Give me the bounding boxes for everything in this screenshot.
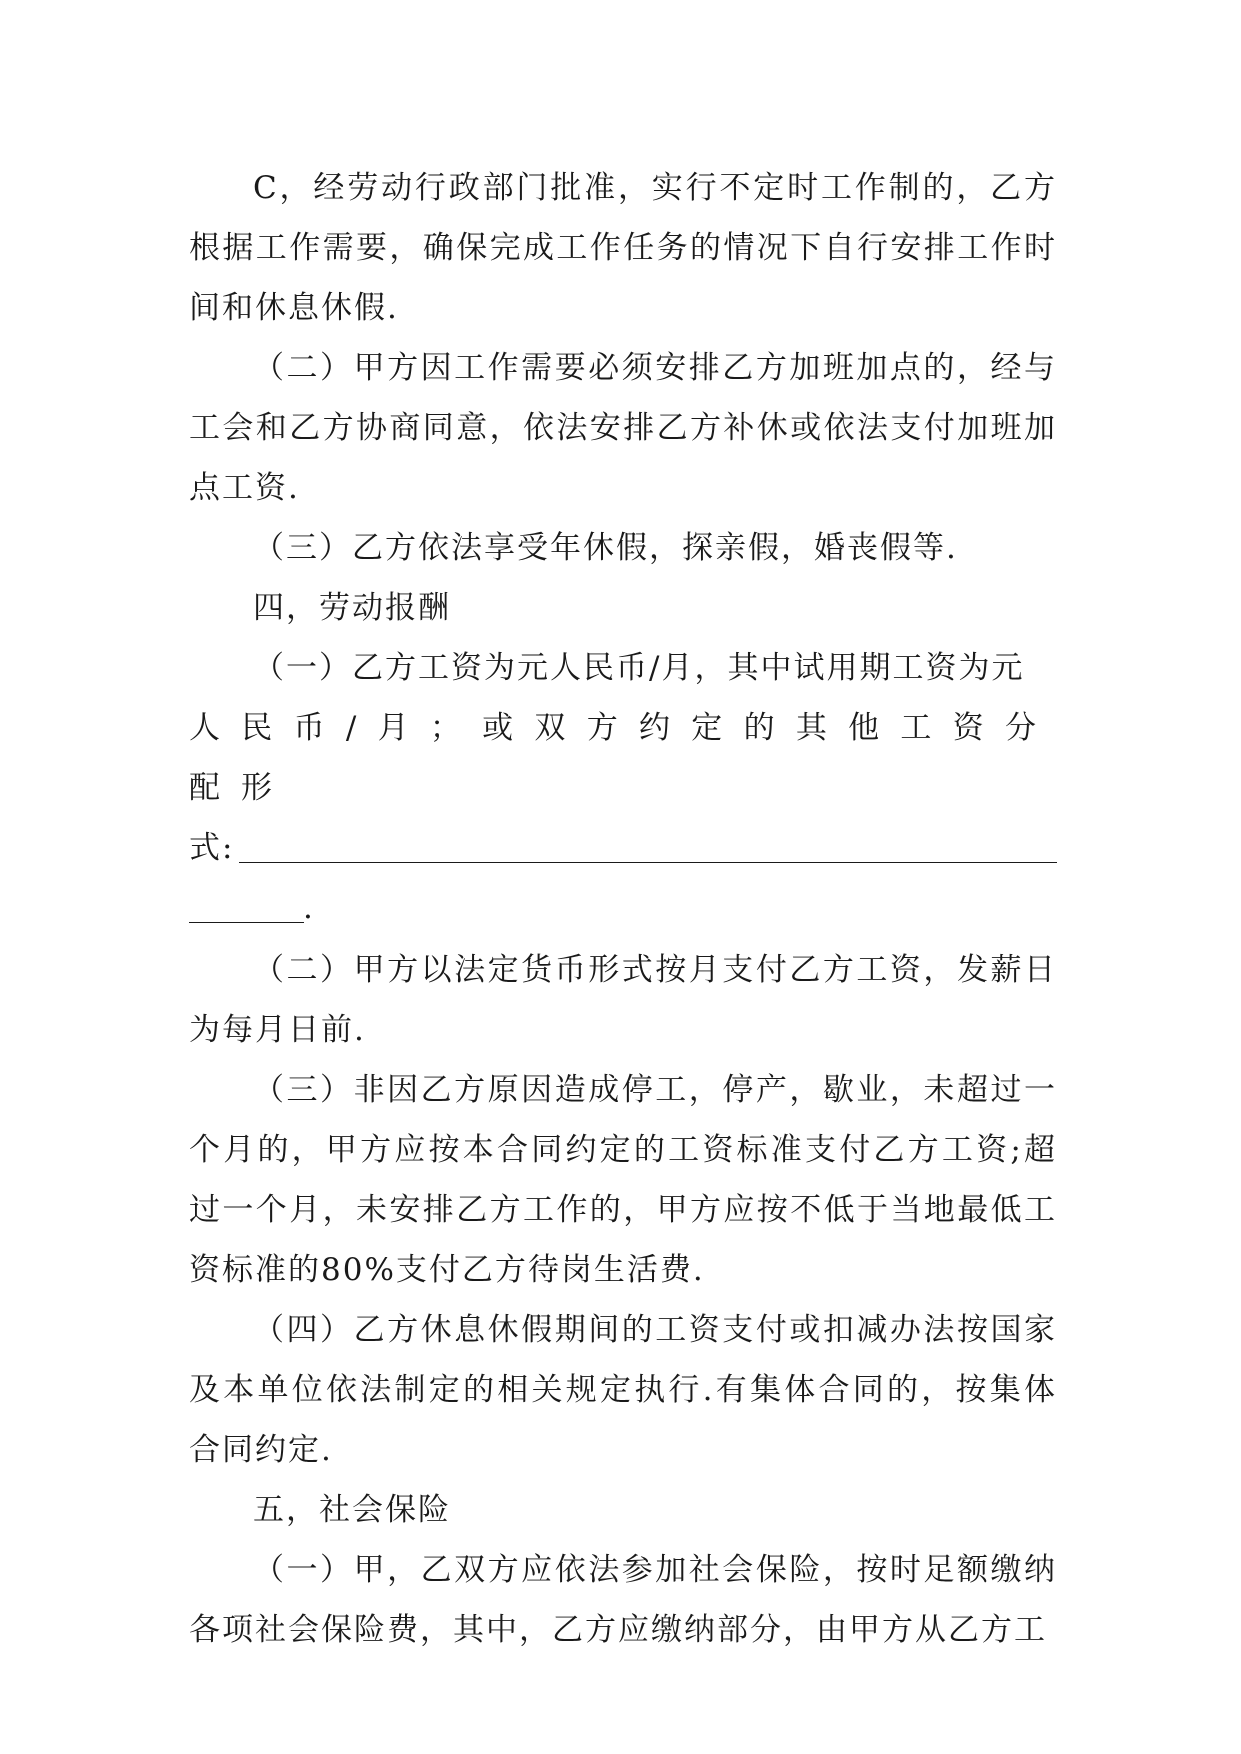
paragraph-4-1-line1: （一）乙方工资为元人民币/月，其中试用期工资为元 [253,650,1025,686]
paragraph-3-2-overtime: （二）甲方因工作需要必须安排乙方加班加点的，经与工会和乙方协商同意，依法安排乙方补休或依法支付加班加点工资. [189,350,1057,506]
blank-line-wage-form [189,818,1057,878]
section-heading-social-insurance: 五，社会保险 [253,1492,451,1528]
blank-line-tail [189,878,1057,938]
paragraph-4-3-work-stoppage: （三）非因乙方原因造成停工，停产，歇业，未超过一个月的，甲方应按本合同约定的工资标准支付乙方工资;超过一个月，未安排乙方工作的，甲方应按不低于当地最低工资标准的80%支付乙方待岗生活费. [189,1072,1057,1288]
period-mark: . [303,890,315,926]
paragraph-4-1-line2: 人民币/月；或双方约定的其他工资分配形 [189,710,1057,806]
paragraph-c-clause: C，经劳动行政部门批准，实行不定时工作制的，乙方根据工作需要，确保完成工作任务的情况下自行安排工作时间和休息休假. [189,170,1057,326]
paragraph-4-4-leave-pay: （四）乙方休息休假期间的工资支付或扣减办法按国家及本单位依法制定的相关规定执行.有集体合同的，按集体合同约定. [189,1312,1057,1468]
document-body [189,158,1057,1660]
paragraph-5-1-insurance: （一）甲，乙双方应依法参加社会保险，按时足额缴纳各项社会保险费，其中，乙方应缴纳部分，由甲方从乙方工 [189,1552,1057,1648]
fill-in-underline-tail [189,922,304,923]
blank-label: 式: [189,830,235,866]
section-heading-remuneration: 四，劳动报酬 [253,590,451,626]
paragraph-3-3-leave: （三）乙方依法享受年休假，探亲假，婚丧假等. [253,530,958,566]
paragraph-4-2-payday: （二）甲方以法定货币形式按月支付乙方工资，发薪日为每月日前. [189,952,1057,1048]
fill-in-underline [239,862,1057,863]
